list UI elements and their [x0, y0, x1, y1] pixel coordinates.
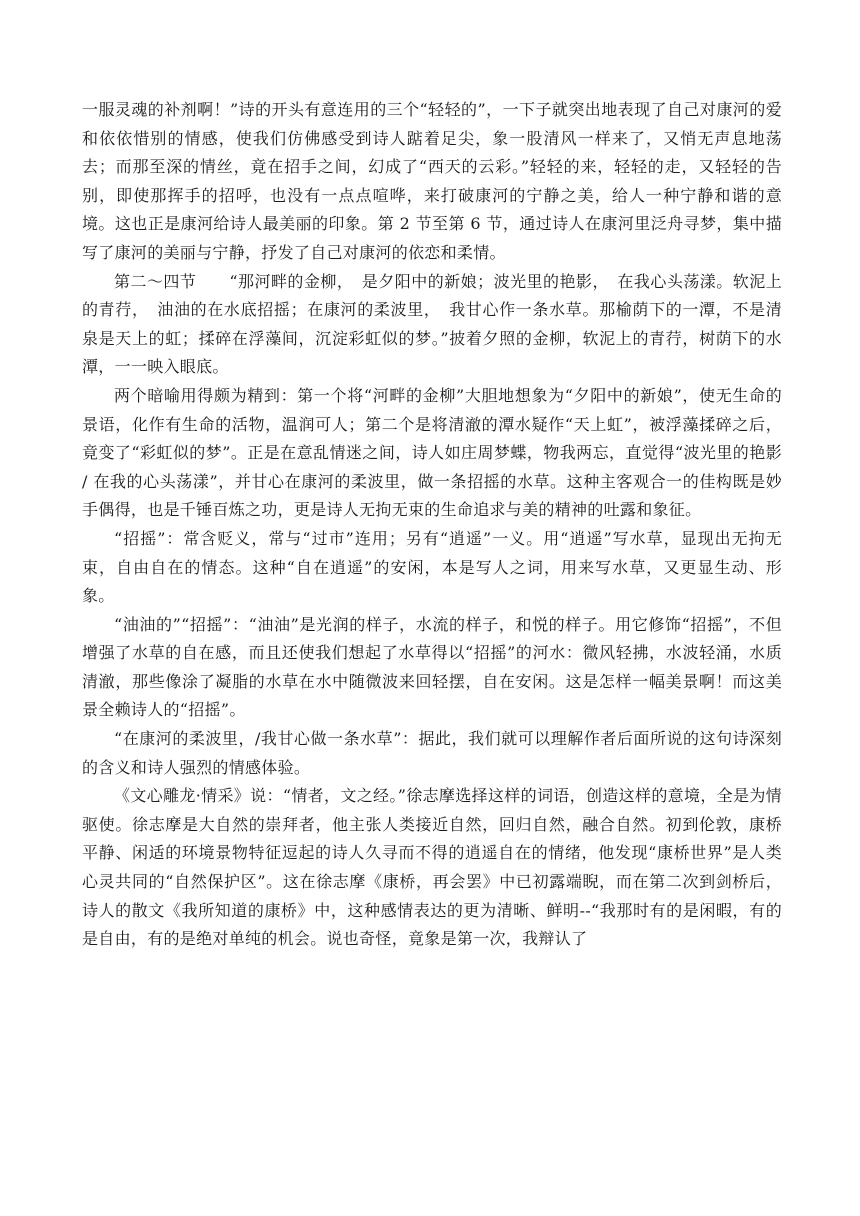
paragraph-metaphors: 两个暗喻用得颇为精到：第一个将“河畔的金柳”大胆地想象为“夕阳中的新娘”，使无生命的景语，化作有生命的活物，温润可人；第二个是将清澈的潭水疑作“天上虹”，被浮藻揉碎之后，竟变了“彩虹似的梦”。正是在意乱情迷之间，诗人如庄周梦蝶，物我两忘，直觉得“波光里的艳影 / 在我的心头荡漾”，并甘心在康河的柔波里，做一条招摇的水草。这种主客观合一的佳构既是妙手偶得，也是千锤百炼之功，更是诗人无拘无束的生命追求与美的精神的吐露和象征。	[82, 385, 782, 520]
paragraph-sections-2-4: 第二～四节 “那河畔的金柳， 是夕阳中的新娘；波光里的艳影， 在我心头荡漾。软泥上的青荇， 油油的在水底招摇；在康河的柔波里， 我甘心作一条水草。那榆荫下的一潭，不是清泉是天上的虹；揉碎在浮藻间，沉淀彩虹似的梦。”披着夕照的金柳，软泥上的青荇，树荫下的水潭，一一映入眼底。	[82, 271, 782, 377]
paragraph-youyou: “油油的”“招摇”：“油油”是光润的样子，水流的样子，和悦的样子。用它修饰“招摇”，不但增强了水草的自在感，而且还使我们想起了水草得以“招摇”的河水：微风轻拂，水波轻涌，水质清澈，那些像涂了凝脂的水草在水中随微波来回轻摆，自在安闲。这是怎样一幅美景啊！而这美景全赖诗人的“招摇”。	[82, 614, 782, 720]
paragraph-soft-waves: “在康河的柔波里，/我甘心做一条水草”：据此，我们就可以理解作者后面所说的这句诗深刻的含义和诗人强烈的情感体验。	[82, 729, 782, 777]
paragraph-zhaoyao: “招摇”：常含贬义，常与“过市”连用；另有“逍遥”一义。用“逍遥”写水草，显现出无拘无束，自由自在的情态。这种“自在逍遥”的安闲，本是写人之词，用来写水草，又更显生动、形象。	[82, 528, 782, 606]
document-body	[82, 96, 782, 954]
paragraph-wenxin-diaolong: 《文心雕龙·情采》说：“情者，文之经。”徐志摩选择这样的词语，创造这样的意境，全是为情驱使。徐志摩是大自然的崇拜者，他主张人类接近自然，回归自然，融合自然。初到伦敦，康桥平静、闲适的环境景物特征逗起的诗人久寻而不得的逍遥自在的情绪，他发现“康桥世界”是人类心灵共同的“自然保护区”。这在徐志摩《康桥，再会罢》中已初露端睨，而在第二次到剑桥后，诗人的散文《我所知道的康桥》中，这种感情表达的更为清晰、鲜明--“我那时有的是闲暇，有的是自由，有的是绝对单纯的机会。说也奇怪，竟象是第一次，我辩认了	[82, 786, 782, 949]
paragraph-continuation: 一服灵魂的补剂啊！”诗的开头有意连用的三个“轻轻的”，一下子就突出地表现了自己对康河的爱和依依惜别的情感，使我们仿佛感受到诗人踮着足尖，象一股清风一样来了，又悄无声息地荡去；而那至深的情丝，竟在招手之间，幻成了“西天的云彩。”轻轻的来，轻轻的走，又轻轻的告别，即使那挥手的招呼，也没有一点点喧哗，来打破康河的宁静之美，给人一种宁静和谐的意境。这也正是康河给诗人最美丽的印象。第 2 节至第 6 节，通过诗人在康河里泛舟寻梦，集中描写了康河的美丽与宁静，抒发了自己对康河的依恋和柔情。	[82, 100, 782, 262]
